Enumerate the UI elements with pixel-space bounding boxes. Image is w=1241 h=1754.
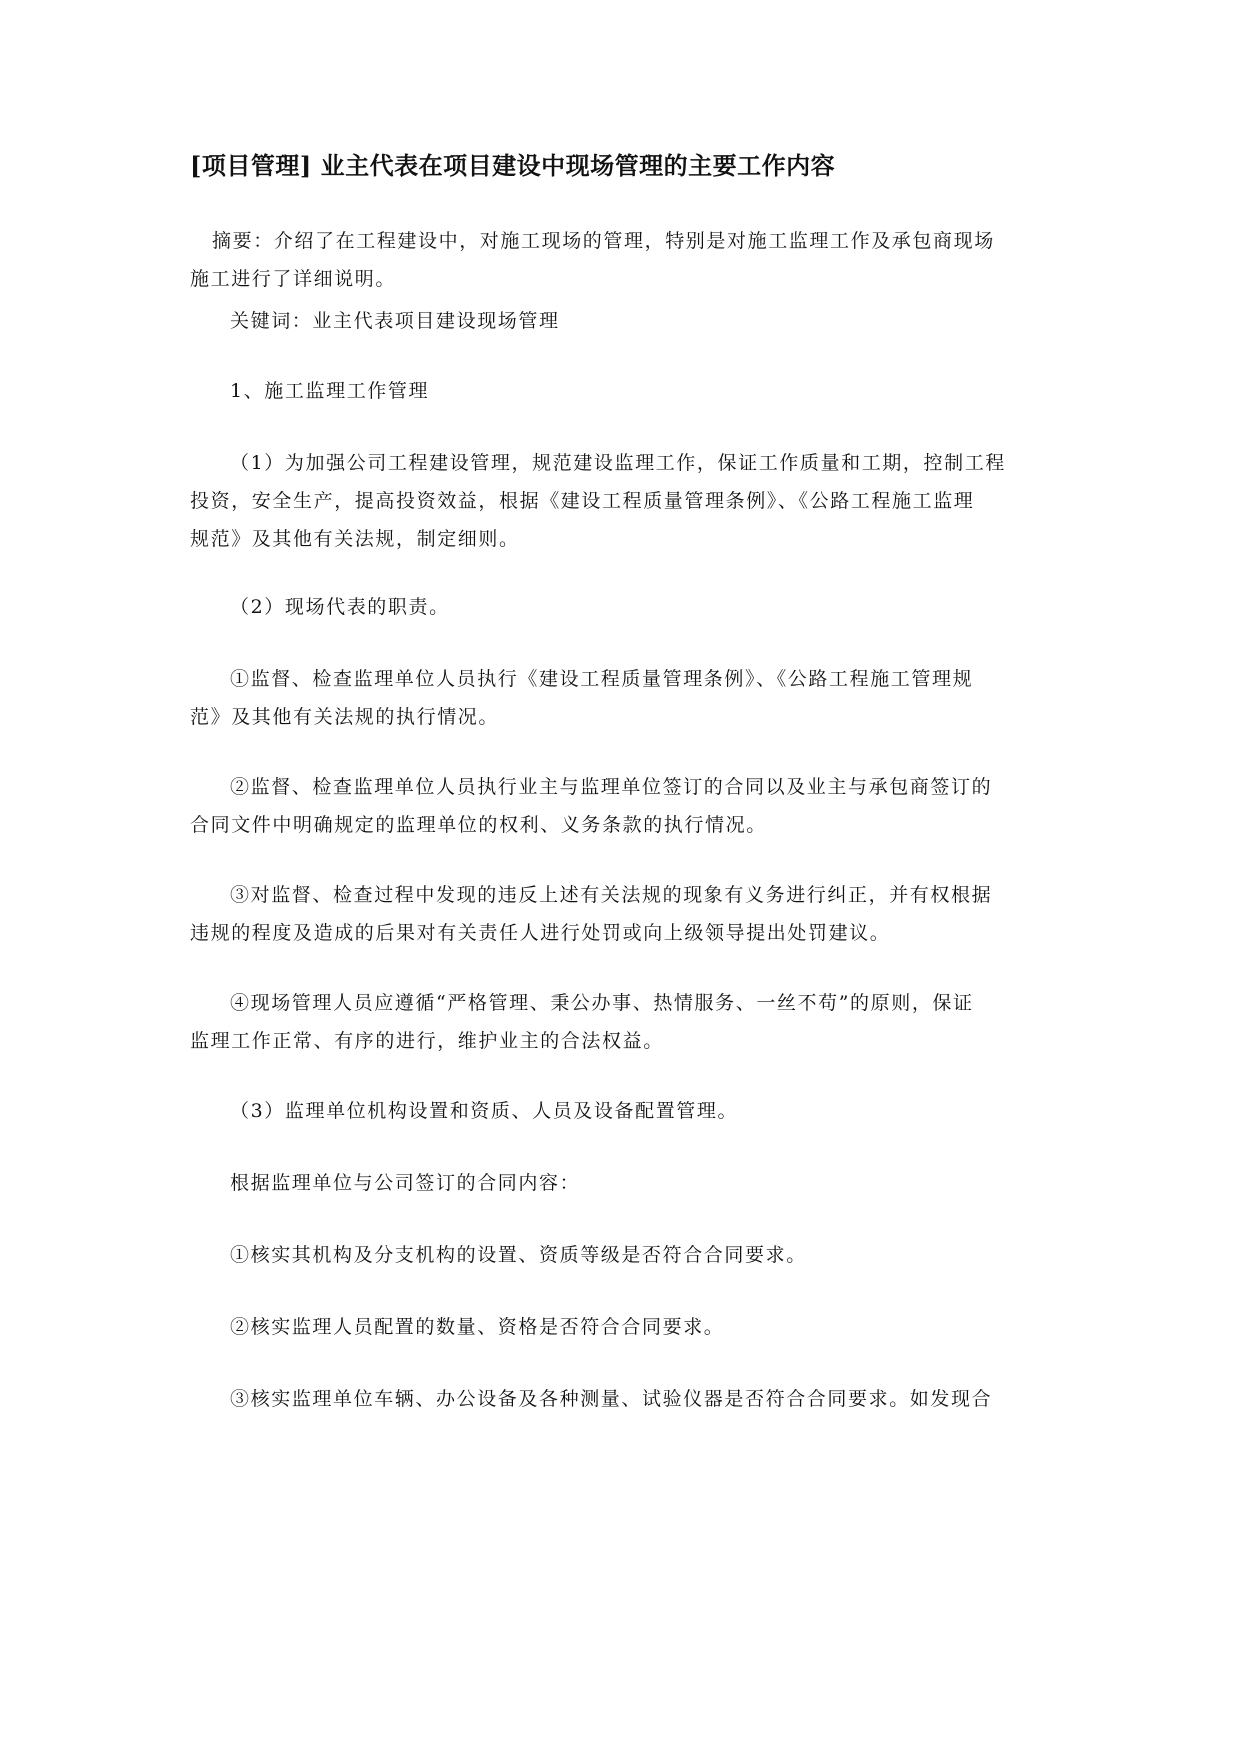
duty-item-3-line-2: 违规的程度及造成的后果对有关责任人进行处罚或向上级领导提出处罚建议。 [190,922,891,944]
duty-item-4-line-1: ④现场管理人员应遵循“严格管理、秉公办事、热情服务、一丝不苟”的原则，保证 [230,992,974,1014]
duty-item-4 [190,984,1052,1060]
check-item-2 [190,1308,1052,1346]
abstract-line-2: 施工进行了详细说明。 [190,268,397,290]
duty-item-1-line-1: ①监督、检查监理单位人员执行《建设工程质量管理条例》、《公路工程施工管理规 [230,668,974,690]
duty-item-2-line-2: 合同文件中明确规定的监理单位的权利、义务条款的执行情况。 [190,814,767,836]
paragraph-3 [190,1092,1052,1130]
duty-item-3-line-1: ③对监督、检查过程中发现的违反上述有关法规的现象有义务进行纠正，并有权根据 [230,884,993,906]
paragraph-3-text: （3）监理单位机构设置和资质、人员及设备配置管理。 [230,1100,739,1122]
abstract-line-1: 摘要：介绍了在工程建设中，对施工现场的管理，特别是对施工监理工作及承包商现场 [212,230,995,252]
paragraph-1-line-3: 规范》及其他有关法规，制定细则。 [190,528,520,550]
duty-item-4-line-2: 监理工作正常、有序的进行，维护业主的合法权益。 [190,1030,664,1052]
duty-item-2-line-1: ②监督、检查监理单位人员执行业主与监理单位签订的合同以及业主与承包商签订的 [230,776,993,798]
paragraph-1-line-2: 投资，安全生产，提高投资效益，根据《建设工程质量管理条例》、《公路工程施工监理 [190,490,975,512]
keywords-text: 关键词：业主代表项目建设现场管理 [230,310,560,332]
check-item-1 [190,1236,1052,1274]
duty-item-1 [190,660,1052,736]
paragraph-1 [190,444,1052,558]
paragraph-1-line-1: （1）为加强公司工程建设管理，规范建设监理工作，保证工作质量和工期，控制工程 [230,452,1006,474]
paragraph-2-text: （2）现场代表的职责。 [230,596,450,618]
abstract-paragraph [190,222,1052,298]
check-item-3-text: ③核实监理单位车辆、办公设备及各种测量、试验仪器是否符合合同要求。如发现合 [230,1388,993,1410]
section-heading [190,372,1052,410]
document-title: [项目管理] 业主代表在项目建设中现场管理的主要工作内容 [190,151,836,180]
paragraph-4 [190,1164,1052,1202]
paragraph-4-text: 根据监理单位与公司签订的合同内容： [230,1172,581,1194]
paragraph-2 [190,588,1052,626]
duty-item-2 [190,768,1052,844]
check-item-3 [190,1380,1052,1418]
keywords-paragraph [190,302,1052,340]
section-1-heading: 1、施工监理工作管理 [230,380,430,402]
duty-item-1-line-2: 范》及其他有关法规的执行情况。 [190,706,500,728]
duty-item-3 [190,876,1052,952]
check-item-2-text: ②核实监理人员配置的数量、资格是否符合合同要求。 [230,1316,725,1338]
check-item-1-text: ①核实其机构及分支机构的设置、资质等级是否符合合同要求。 [230,1244,807,1266]
